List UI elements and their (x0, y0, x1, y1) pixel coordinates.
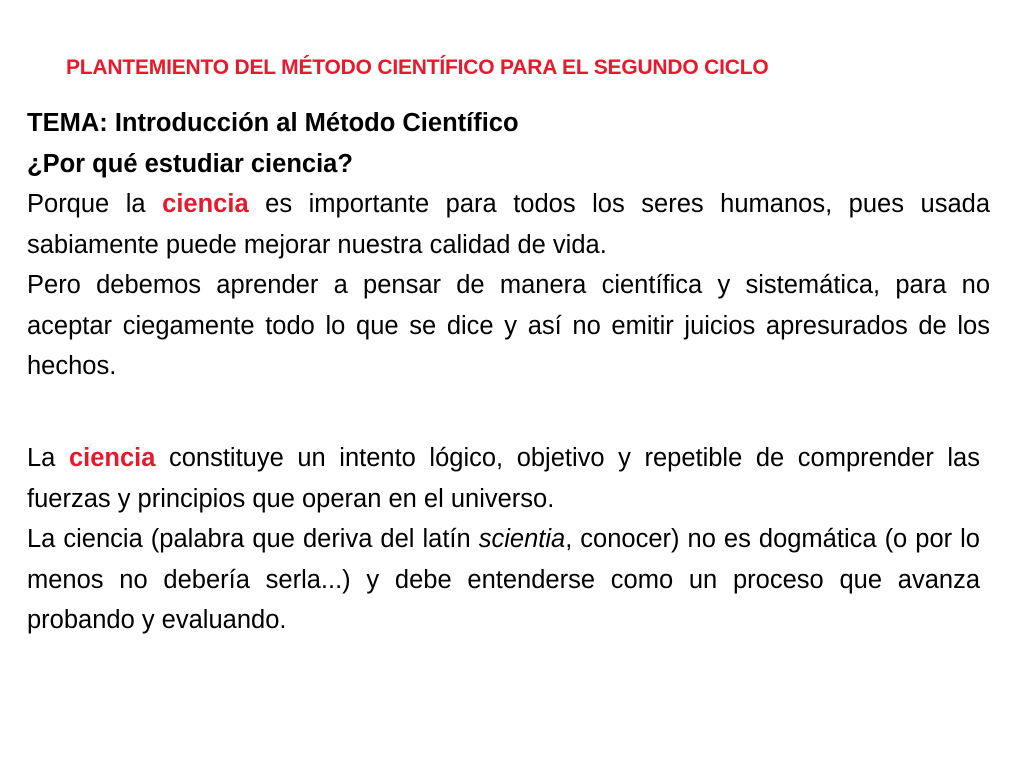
topic-heading: TEMA: Introducción al Método Científico (27, 109, 519, 137)
paragraph-text: Porque la (27, 190, 163, 218)
latin-term: scientia (478, 525, 566, 553)
scientific-thinking-paragraph: Pero debemos aprender a pensar de manera científica y sistemática, para no aceptar ciegamente todo lo que se dice y así no emitir juicios apresurados de los hechos. (27, 271, 990, 380)
paragraph-text: constituye un intento lógico, objetivo y repetible de comprender las fuerzas y principios que operan en el universo. (27, 444, 980, 513)
slide-title: PLANTEMIENTO DEL MÉTODO CIENTÍFICO PARA EL SEGUNDO CICLO (66, 56, 769, 79)
etymology-paragraph (27, 519, 980, 641)
paragraph-text: La (27, 444, 69, 472)
paragraph-text: es importante para todos los seres humanos, pues usada sabiamente puede mejorar nuestra calidad de vida. (27, 190, 990, 259)
why-science-paragraph (27, 184, 990, 265)
paragraph-text: La ciencia (palabra que deriva del latín (27, 525, 479, 553)
paragraph-text: , conocer) no es dogmática (o por lo menos no debería serla...) y debe entenderse como un proceso que avanza probando y evaluando. (27, 525, 980, 634)
science-definition-paragraph (27, 438, 980, 519)
definition-section (27, 438, 980, 641)
highlighted-word: ciencia (68, 444, 156, 472)
highlighted-word: ciencia (162, 190, 249, 218)
question-heading: ¿Por qué estudiar ciencia? (27, 149, 353, 178)
intro-section (27, 103, 990, 387)
